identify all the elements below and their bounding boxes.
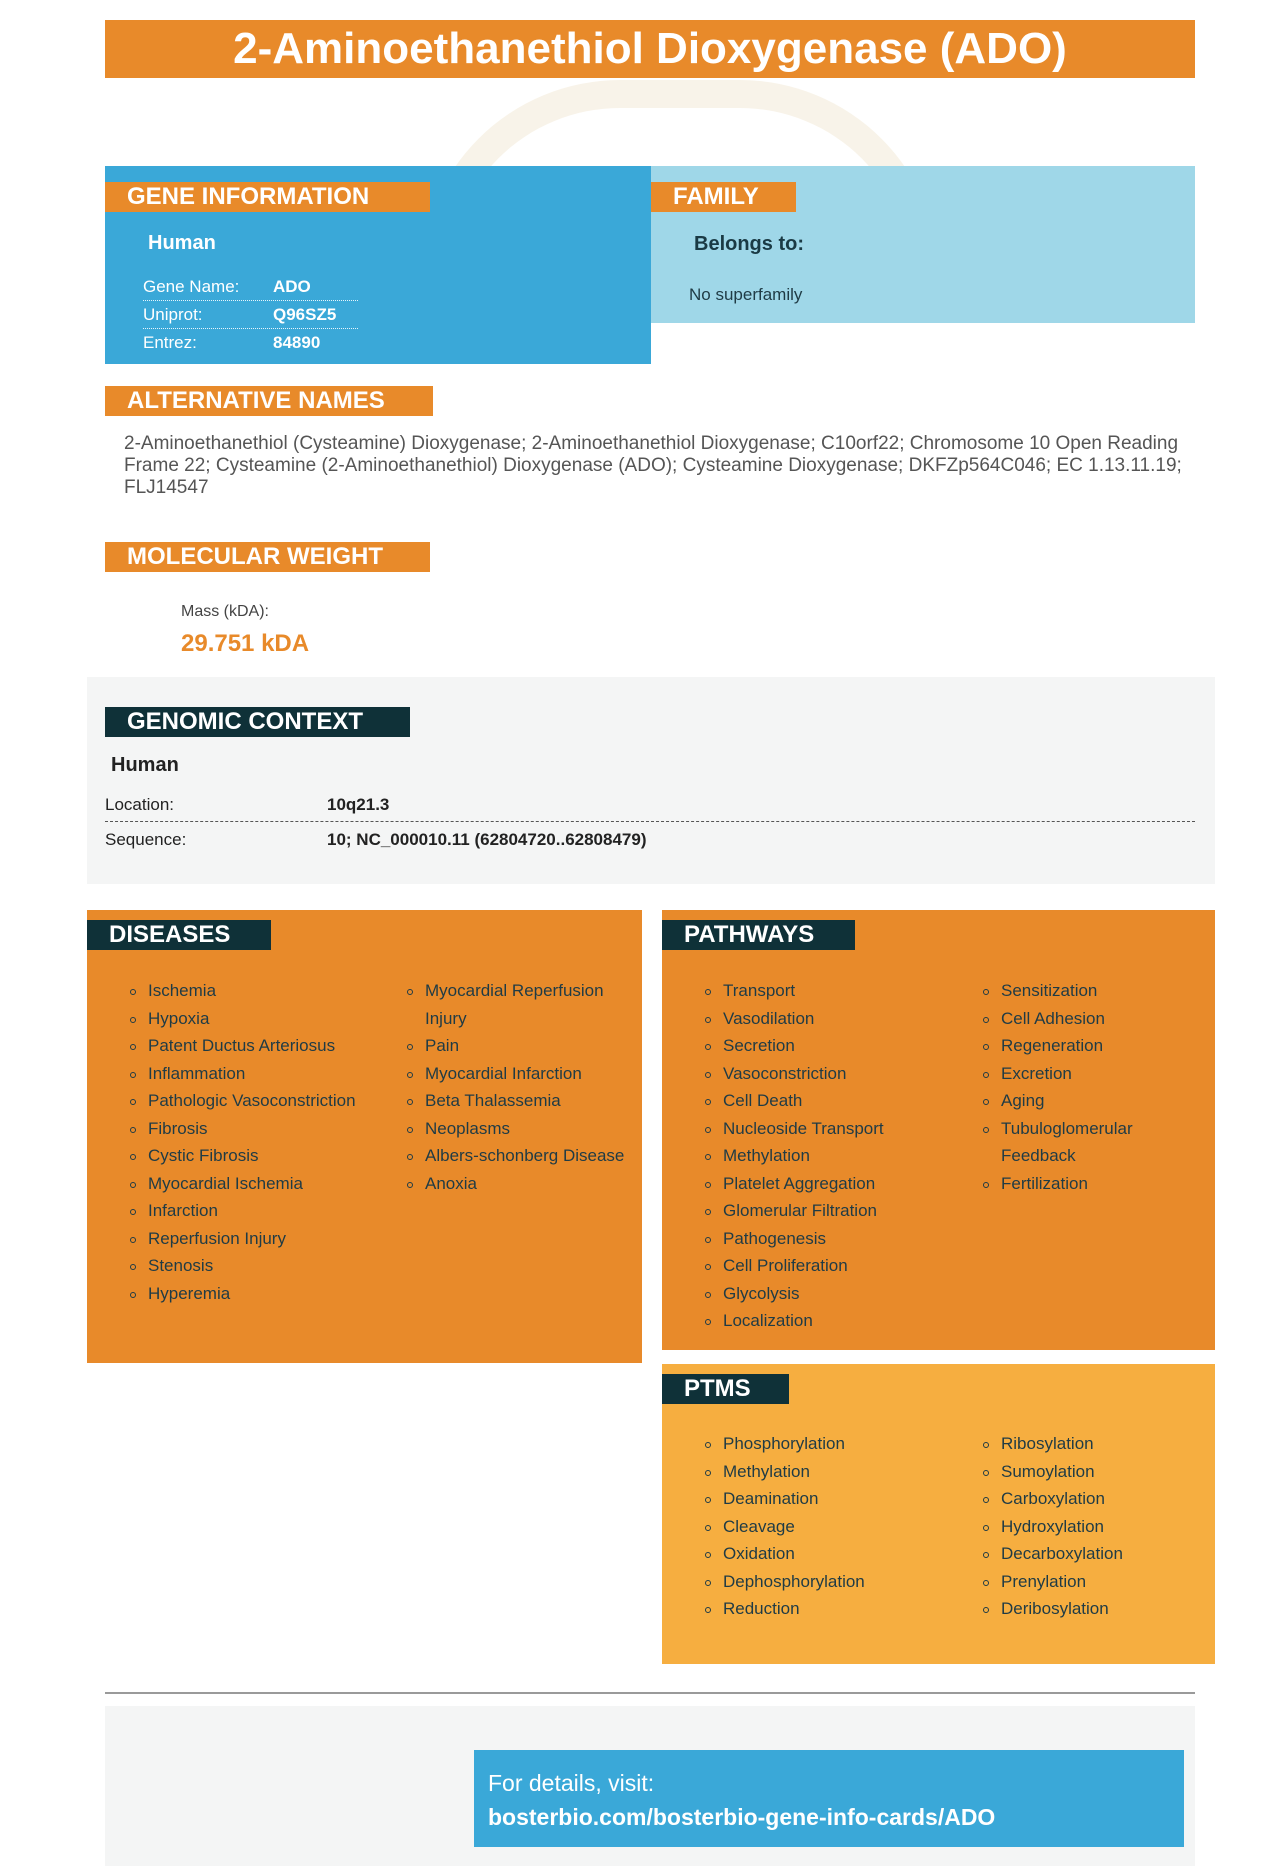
pathways-heading: PATHWAYS [662,920,855,950]
uniprot-value: Q96SZ5 [273,305,337,324]
location-label: Location: [105,795,174,814]
pathways-list-2 [981,977,1201,1197]
list-item: Patent Ductus Arteriosus [128,1032,378,1060]
list-item: Myocardial Ischemia [128,1170,378,1198]
list-item: Methylation [703,1142,963,1170]
list-item: Infarction [128,1197,378,1225]
list-item: Hyperemia [128,1280,378,1308]
list-item: Deribosylation [981,1595,1201,1623]
gene-name-label: Gene Name: [143,277,240,296]
list-item: Regeneration [981,1032,1201,1060]
list-item: Reduction [703,1595,963,1623]
mass-value: 29.751 kDA [181,630,310,657]
footer-divider [105,1692,1195,1694]
list-item: Myocardial Reperfusion Injury [405,977,635,1032]
mass-label: Mass (kDA): [181,603,269,620]
genomic-species: Human [111,754,179,776]
list-item: Fibrosis [128,1115,378,1143]
list-item: Tubuloglomerular Feedback [981,1115,1201,1170]
list-item: Vasoconstriction [703,1060,963,1088]
list-item: Pathologic Vasoconstriction [128,1087,378,1115]
pathways-list-1 [703,977,963,1335]
list-item: Dephosphorylation [703,1568,963,1596]
list-item: Phosphorylation [703,1430,963,1458]
alternative-names-text: 2-Aminoethanethiol (Cysteamine) Dioxygenase; 2-Aminoethanethiol Dioxygenase; C10orf22; Chromosome 10 Open Reading Frame 22; Cysteamine (2-Aminoethanethiol) Dioxygenase (ADO); Cysteamine Dioxygenase; DKFZp564C046; EC 1.13.11.19; FLJ14547 [124,433,1182,498]
list-item: Glycolysis [703,1280,963,1308]
diseases-heading: DISEASES [87,920,271,950]
list-item: Neoplasms [405,1115,635,1143]
list-item: Oxidation [703,1540,963,1568]
list-item: Decarboxylation [981,1540,1201,1568]
family-belongs-label: Belongs to: [694,233,804,255]
list-item: Excretion [981,1060,1201,1088]
ptms-list-2 [981,1430,1201,1623]
list-item: Hypoxia [128,1005,378,1033]
list-item: Fertilization [981,1170,1201,1198]
list-item: Carboxylation [981,1485,1201,1513]
list-item: Pathogenesis [703,1225,963,1253]
list-item: Methylation [703,1458,963,1486]
gene-name-value: ADO [273,277,311,296]
genomic-context-heading: GENOMIC CONTEXT [105,707,410,737]
list-item: Ribosylation [981,1430,1201,1458]
list-item: Localization [703,1307,963,1335]
list-item: Reperfusion Injury [128,1225,378,1253]
list-item: Secretion [703,1032,963,1060]
molecular-weight-heading: MOLECULAR WEIGHT [105,542,430,572]
diseases-list-2 [405,977,635,1197]
ptms-heading: PTMS [662,1374,789,1404]
list-item: Aging [981,1087,1201,1115]
details-callout [474,1750,1184,1847]
list-item: Anoxia [405,1170,635,1198]
entrez-label: Entrez: [143,333,197,352]
list-item: Beta Thalassemia [405,1087,635,1115]
list-item: Cleavage [703,1513,963,1541]
sequence-value: 10; NC_000010.11 (62804720..62808479) [327,830,647,849]
list-item: Prenylation [981,1568,1201,1596]
list-item: Platelet Aggregation [703,1170,963,1198]
entrez-value: 84890 [273,333,321,352]
uniprot-row [143,301,358,329]
alternative-names-heading: ALTERNATIVE NAMES [105,386,433,416]
list-item: Sensitization [981,977,1201,1005]
list-item: Cystic Fibrosis [128,1142,378,1170]
list-item: Glomerular Filtration [703,1197,963,1225]
family-heading: FAMILY [651,182,796,212]
list-item: Vasodilation [703,1005,963,1033]
list-item: Cell Proliferation [703,1252,963,1280]
list-item: Stenosis [128,1252,378,1280]
list-item: Cell Adhesion [981,1005,1201,1033]
list-item: Myocardial Infarction [405,1060,635,1088]
list-item: Albers-schonberg Disease [405,1142,635,1170]
details-link[interactable]: bosterbio.com/bosterbio-gene-info-cards/ADO [488,1804,996,1830]
list-item: Hydroxylation [981,1513,1201,1541]
gene-information-heading: GENE INFORMATION [105,182,430,212]
uniprot-label: Uniprot: [143,305,203,324]
gene-name-row [143,273,358,301]
list-item: Pain [405,1032,635,1060]
sequence-row [105,823,1195,857]
list-item: Transport [703,977,963,1005]
location-row [105,788,1195,822]
list-item: Sumoylation [981,1458,1201,1486]
page-title: 2-Aminoethanethiol Dioxygenase (ADO) [105,20,1195,78]
list-item: Ischemia [128,977,378,1005]
list-item: Deamination [703,1485,963,1513]
entrez-row [143,329,358,357]
location-value: 10q21.3 [327,795,390,814]
list-item: Nucleoside Transport [703,1115,963,1143]
diseases-list-1 [128,977,378,1307]
details-label: For details, visit: [488,1770,655,1796]
ptms-list-1 [703,1430,963,1623]
list-item: Cell Death [703,1087,963,1115]
gene-species: Human [148,232,216,254]
sequence-label: Sequence: [105,830,187,849]
list-item: Inflammation [128,1060,378,1088]
family-value: No superfamily [689,285,803,304]
